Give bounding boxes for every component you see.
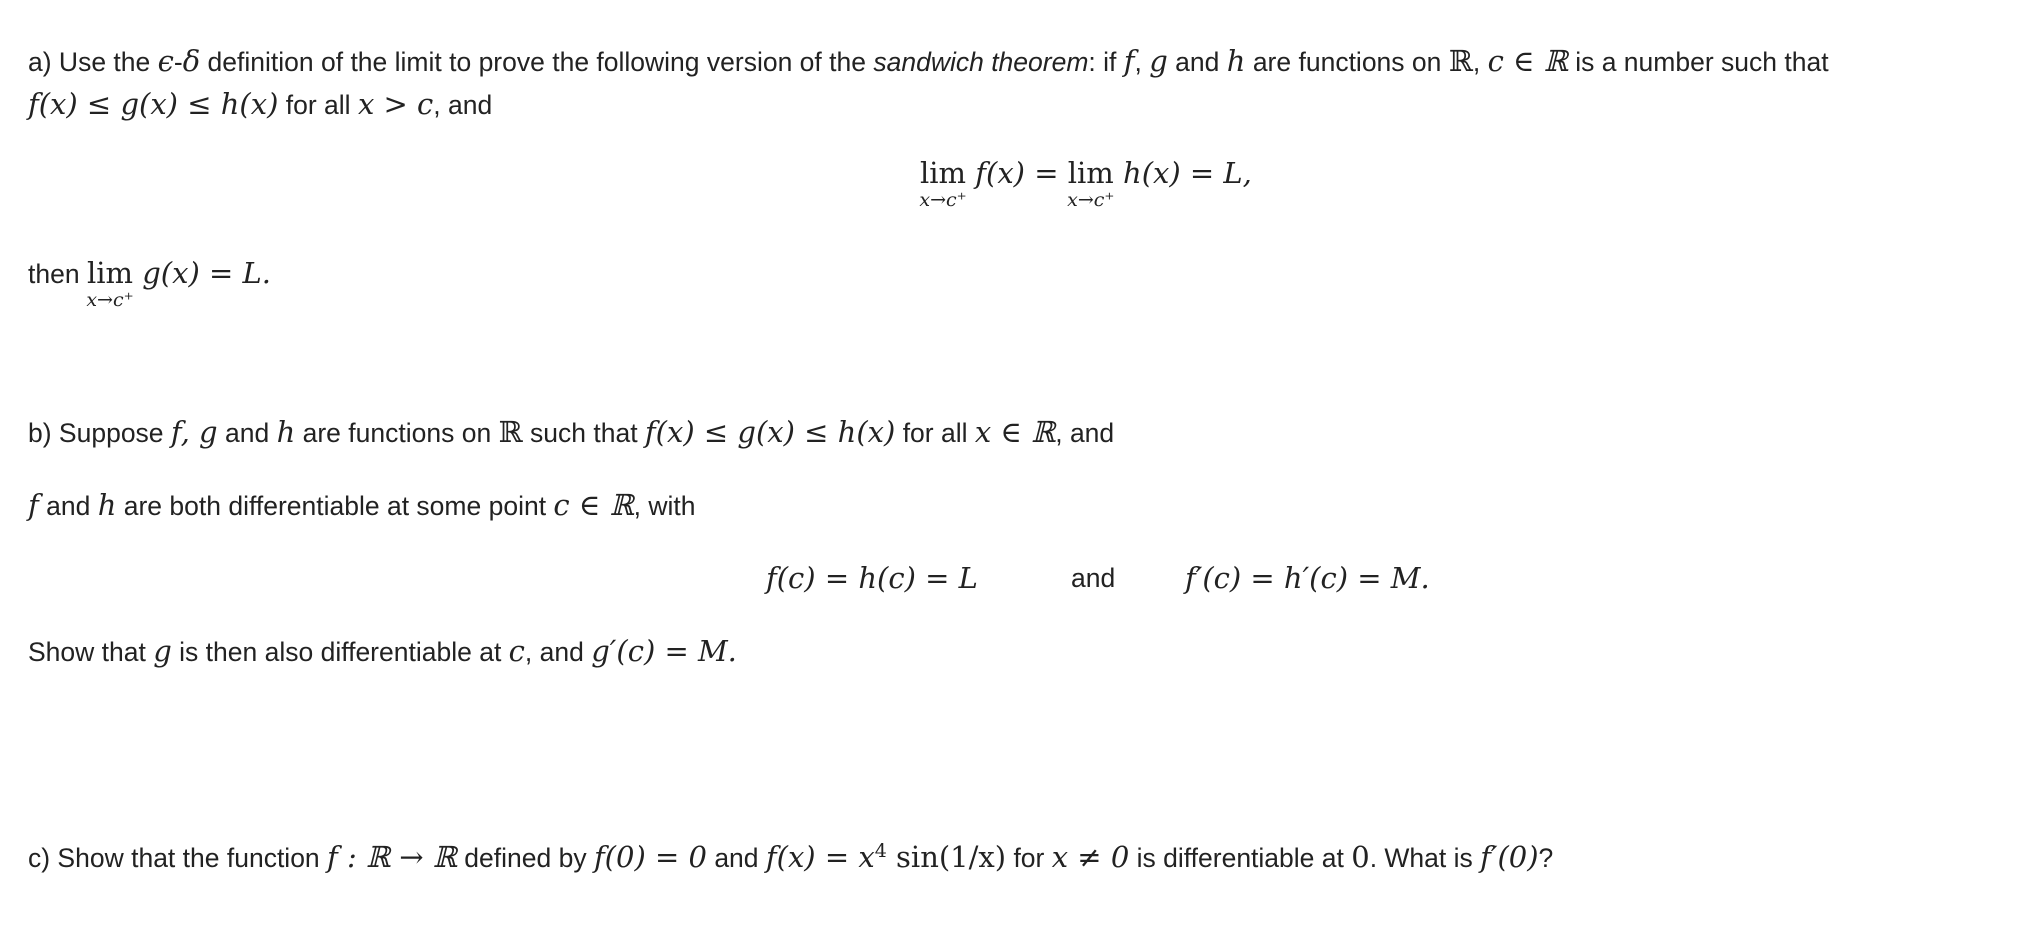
- math-f: f: [1123, 44, 1135, 78]
- text: and: [1071, 563, 1116, 593]
- limit-subscript: x→c⁺: [1067, 189, 1115, 211]
- math-expression: f(c) = h(c) = L: [766, 561, 978, 595]
- part-c-line: [28, 838, 1553, 877]
- math-h: h: [97, 488, 117, 522]
- text: for: [1006, 843, 1052, 873]
- text: c) Show that the function: [28, 843, 328, 873]
- text: such that: [522, 418, 645, 448]
- text: . What is: [1369, 843, 1481, 873]
- text: are functions on: [295, 418, 499, 448]
- math-zero: 0: [1351, 840, 1370, 874]
- emphasis-sandwich-theorem: sandwich theorem: [873, 47, 1089, 77]
- text: then: [28, 259, 87, 289]
- math-condition: x ≠ 0: [1051, 840, 1130, 874]
- math-reals: ℝ: [498, 415, 523, 449]
- math-sin: sin(1/x): [886, 840, 1007, 874]
- part-b-display-equation-2: [1185, 559, 1430, 598]
- text: a) Use the: [28, 47, 158, 77]
- math-g: g: [153, 634, 172, 668]
- text: -: [173, 47, 183, 77]
- limit-operator: lim x→c⁺: [1068, 154, 1114, 193]
- text: Show that: [28, 637, 154, 667]
- limit-operator: lim x→c⁺: [920, 154, 966, 193]
- math-f: f: [28, 488, 39, 522]
- text: b) Suppose: [28, 418, 171, 448]
- part-a-line-2: [28, 85, 492, 124]
- part-b-line-1: [28, 413, 1114, 452]
- math-inequality: f(x) ≤ g(x) ≤ h(x): [644, 415, 896, 449]
- text: , with: [633, 491, 696, 521]
- math-expression: g(x) = L.: [133, 256, 271, 290]
- math-x-in-reals: x ∈ ℝ: [974, 415, 1056, 449]
- math-c-in-reals: c ∈ ℝ: [553, 488, 634, 522]
- limit-operator: lim x→c⁺: [87, 254, 133, 293]
- math-c: c: [508, 634, 525, 668]
- text: and: [217, 418, 277, 448]
- text: , and: [433, 90, 493, 120]
- text: ,: [1472, 47, 1488, 77]
- text: ?: [1538, 843, 1554, 873]
- math-reals: ℝ: [1448, 44, 1473, 78]
- math-expression: f(x) =: [966, 156, 1068, 190]
- part-b-display-equation-1: [766, 559, 978, 598]
- text: is a number such that: [1567, 47, 1829, 77]
- math-f-prime-zero: f′(0): [1480, 840, 1539, 874]
- limit-subscript: x→c⁺: [919, 189, 967, 211]
- math-g: g: [1149, 44, 1168, 78]
- text: : if: [1088, 47, 1124, 77]
- part-b-line-2: [28, 486, 696, 525]
- text: ,: [1134, 47, 1150, 77]
- text: and: [38, 491, 98, 521]
- text: , and: [1055, 418, 1115, 448]
- math-expression: f′(c) = h′(c) = M.: [1185, 561, 1430, 595]
- math-map: f : ℝ → ℝ: [327, 840, 457, 874]
- limit-subscript: x→c⁺: [86, 289, 134, 311]
- part-a-display-equation: [919, 154, 1252, 211]
- text: and: [706, 843, 766, 873]
- text: for all: [895, 418, 975, 448]
- text: definition of the limit to prove the following version of the: [200, 47, 874, 77]
- part-b-show: [28, 632, 737, 671]
- math-fx: f(x) = x: [765, 840, 875, 874]
- math-f-zero: f(0) = 0: [593, 840, 707, 874]
- math-inequality: f(x) ≤ g(x) ≤ h(x): [28, 87, 279, 121]
- math-f-g: f, g: [170, 415, 218, 449]
- math-c-in-reals: c ∈ ℝ: [1487, 44, 1568, 78]
- math-condition: x > c: [357, 87, 434, 121]
- text: and: [1167, 47, 1227, 77]
- text: is differentiable at: [1129, 843, 1352, 873]
- text: , and: [524, 637, 592, 667]
- text: is then also differentiable at: [171, 637, 509, 667]
- math-exponent: 4: [874, 840, 887, 863]
- math-h: h: [276, 415, 296, 449]
- text: for all: [278, 90, 358, 120]
- part-a-conclusion: [28, 254, 271, 311]
- delta-symbol: δ: [182, 44, 201, 78]
- text: defined by: [456, 843, 594, 873]
- math-expression: h(x) = L,: [1113, 156, 1252, 190]
- text: are both differentiable at some point: [116, 491, 554, 521]
- math-h: h: [1226, 44, 1246, 78]
- part-a-line-1: [28, 42, 1829, 81]
- text: are functions on: [1245, 47, 1449, 77]
- math-expression: g′(c) = M.: [591, 634, 737, 668]
- part-b-display-and: [1071, 561, 1115, 597]
- epsilon-symbol: ϵ: [157, 44, 174, 78]
